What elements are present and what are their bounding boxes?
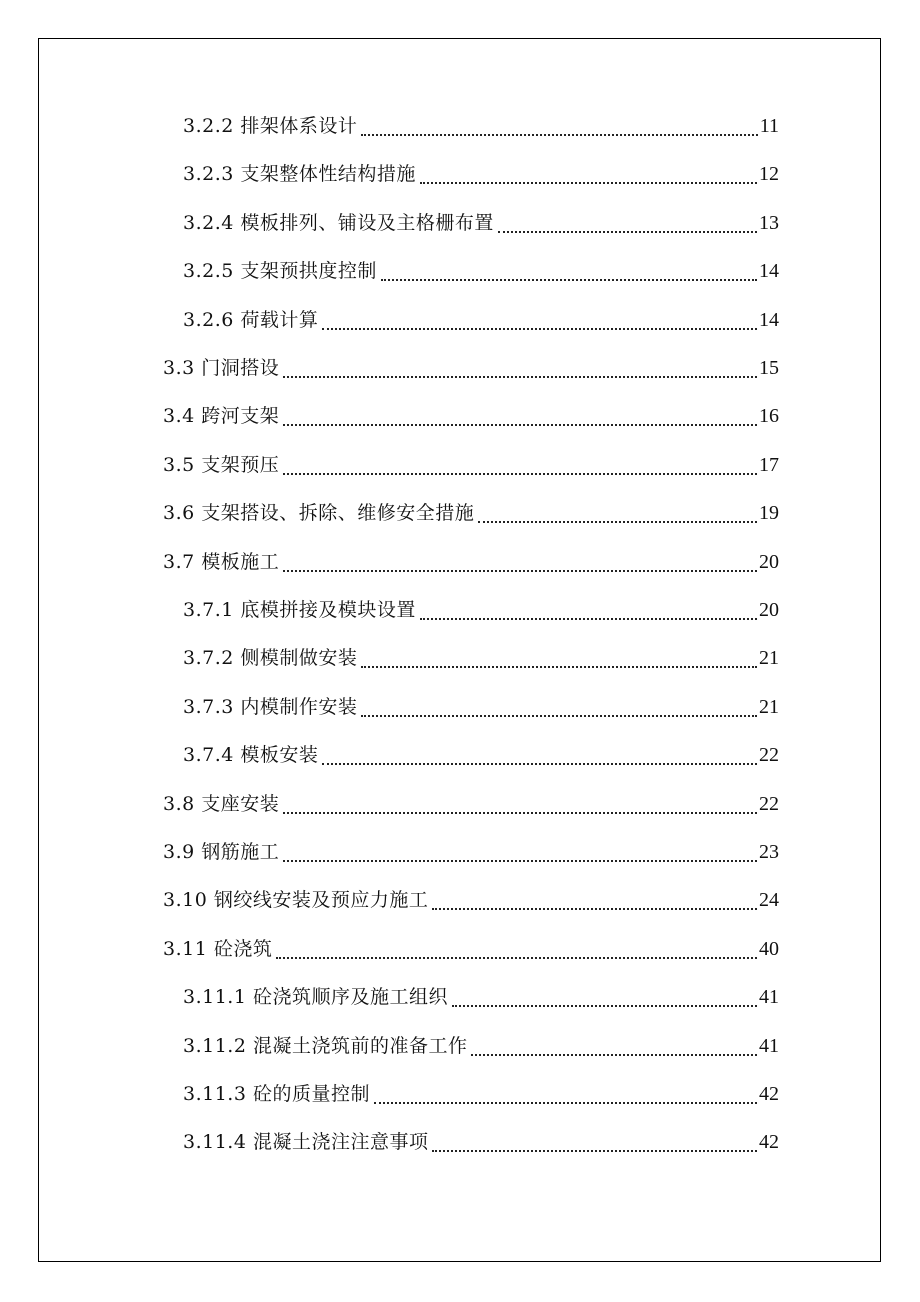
toc-entry-page-number: 11 [759, 115, 779, 137]
toc-entry-page-number: 21 [759, 647, 779, 670]
toc-entry[interactable] [163, 450, 779, 480]
toc-entry-page-number: 41 [759, 986, 779, 1009]
toc-entry-title: 3.6 支架搭设、拆除、维修安全措施 [163, 502, 475, 525]
toc-entry-page-number: 15 [759, 357, 779, 379]
toc-entry[interactable] [183, 159, 779, 189]
toc-entry-title: 3.2.3 支架整体性结构措施 [183, 163, 416, 186]
toc-entry[interactable] [183, 740, 779, 770]
toc-entry-page-number: 23 [759, 841, 779, 863]
toc-dot-leader [381, 279, 757, 281]
toc-entry-page-number: 24 [759, 889, 779, 912]
toc-entry[interactable] [163, 934, 779, 964]
toc-entry[interactable] [183, 1079, 779, 1109]
toc-entry-title: 3.11.4 混凝土浇注注意事项 [183, 1131, 429, 1154]
toc-entry[interactable] [183, 692, 779, 722]
toc-entry[interactable] [183, 1031, 779, 1061]
toc-entry-page-number: 17 [759, 453, 779, 476]
toc-entry-title: 3.7.4 模板安装 [183, 744, 319, 767]
toc-entry-title: 3.4 跨河支架 [163, 405, 280, 428]
toc-entry-title: 3.11 砼浇筑 [163, 937, 273, 960]
toc-entry[interactable] [163, 498, 779, 528]
toc-entry-page-number: 20 [759, 550, 779, 573]
toc-dot-leader [478, 521, 757, 523]
toc-dot-leader [471, 1054, 757, 1056]
toc-dot-leader [283, 424, 757, 426]
toc-entry-page-number: 19 [759, 502, 779, 525]
toc-entry[interactable] [183, 643, 779, 673]
toc-entry[interactable] [183, 256, 779, 286]
toc-entry[interactable] [183, 595, 779, 625]
toc-entry[interactable] [163, 885, 779, 915]
toc-entry[interactable] [163, 789, 779, 819]
toc-entry-page-number: 16 [759, 405, 779, 428]
toc-entry-title: 3.7.3 内模制作安装 [183, 695, 358, 718]
toc-dot-leader [420, 182, 757, 184]
toc-dot-leader [432, 908, 757, 910]
toc-entry-page-number: 13 [759, 211, 779, 234]
toc-dot-leader [322, 763, 757, 765]
toc-dot-leader [498, 231, 757, 233]
toc-dot-leader [276, 957, 757, 959]
toc-entry-title: 3.9 钢筋施工 [163, 841, 280, 863]
toc-entry[interactable] [183, 982, 779, 1012]
toc-entry-page-number: 42 [759, 1131, 779, 1154]
toc-dot-leader [322, 328, 757, 330]
toc-entry[interactable] [183, 1127, 779, 1157]
toc-entry-page-number: 40 [759, 937, 779, 960]
toc-entry-title: 3.2.5 支架预拱度控制 [183, 260, 377, 283]
toc-entry-title: 3.7.2 侧模制做安装 [183, 647, 358, 670]
toc-dot-leader [361, 666, 757, 668]
toc-entry-title: 3.11.1 砼浇筑顺序及施工组织 [183, 986, 448, 1009]
toc-entry[interactable] [183, 305, 779, 335]
toc-dot-leader [432, 1150, 757, 1152]
toc-entry[interactable] [163, 547, 779, 577]
toc-entry-page-number: 14 [759, 308, 779, 331]
toc-entry-title: 3.3 门洞搭设 [163, 357, 280, 379]
toc-dot-leader [420, 618, 757, 620]
toc-entry-page-number: 41 [759, 1034, 779, 1057]
toc-entry-page-number: 12 [759, 163, 779, 186]
toc-entry-page-number: 14 [759, 260, 779, 283]
toc-entry-page-number: 21 [759, 695, 779, 718]
toc-dot-leader [283, 376, 757, 378]
toc-entry-title: 3.7 模板施工 [163, 550, 280, 573]
toc-entry-title: 3.11.3 砼的质量控制 [183, 1083, 370, 1105]
toc-entry[interactable] [163, 401, 779, 431]
toc-entry[interactable] [163, 353, 779, 383]
toc-dot-leader [452, 1005, 757, 1007]
toc-entry-title: 3.7.1 底模拼接及模块设置 [183, 599, 416, 621]
toc-entry[interactable] [183, 208, 779, 238]
toc-entry-title: 3.11.2 混凝土浇筑前的准备工作 [183, 1034, 468, 1057]
toc-entry[interactable] [163, 837, 779, 867]
toc-entry-title: 3.2.2 排架体系设计 [183, 115, 358, 137]
toc-entry-title: 3.2.6 荷载计算 [183, 308, 319, 331]
toc-dot-leader [374, 1102, 757, 1104]
toc-entry-page-number: 22 [759, 744, 779, 767]
toc-dot-leader [361, 134, 757, 136]
toc-dot-leader [283, 570, 757, 572]
toc-dot-leader [283, 860, 757, 862]
toc-entry-title: 3.8 支座安装 [163, 792, 280, 815]
toc-entry-page-number: 22 [759, 792, 779, 815]
toc-entry-page-number: 42 [759, 1083, 779, 1105]
toc-entry-title: 3.5 支架预压 [163, 453, 280, 476]
toc-entry-title: 3.10 钢绞线安装及预应力施工 [163, 889, 429, 912]
toc-dot-leader [283, 812, 757, 814]
toc-dot-leader [361, 715, 757, 717]
toc-entry-title: 3.2.4 模板排列、铺设及主格栅布置 [183, 211, 494, 234]
toc-dot-leader [283, 473, 757, 475]
toc-entry-page-number: 20 [759, 599, 779, 621]
toc-entry[interactable] [183, 111, 779, 141]
